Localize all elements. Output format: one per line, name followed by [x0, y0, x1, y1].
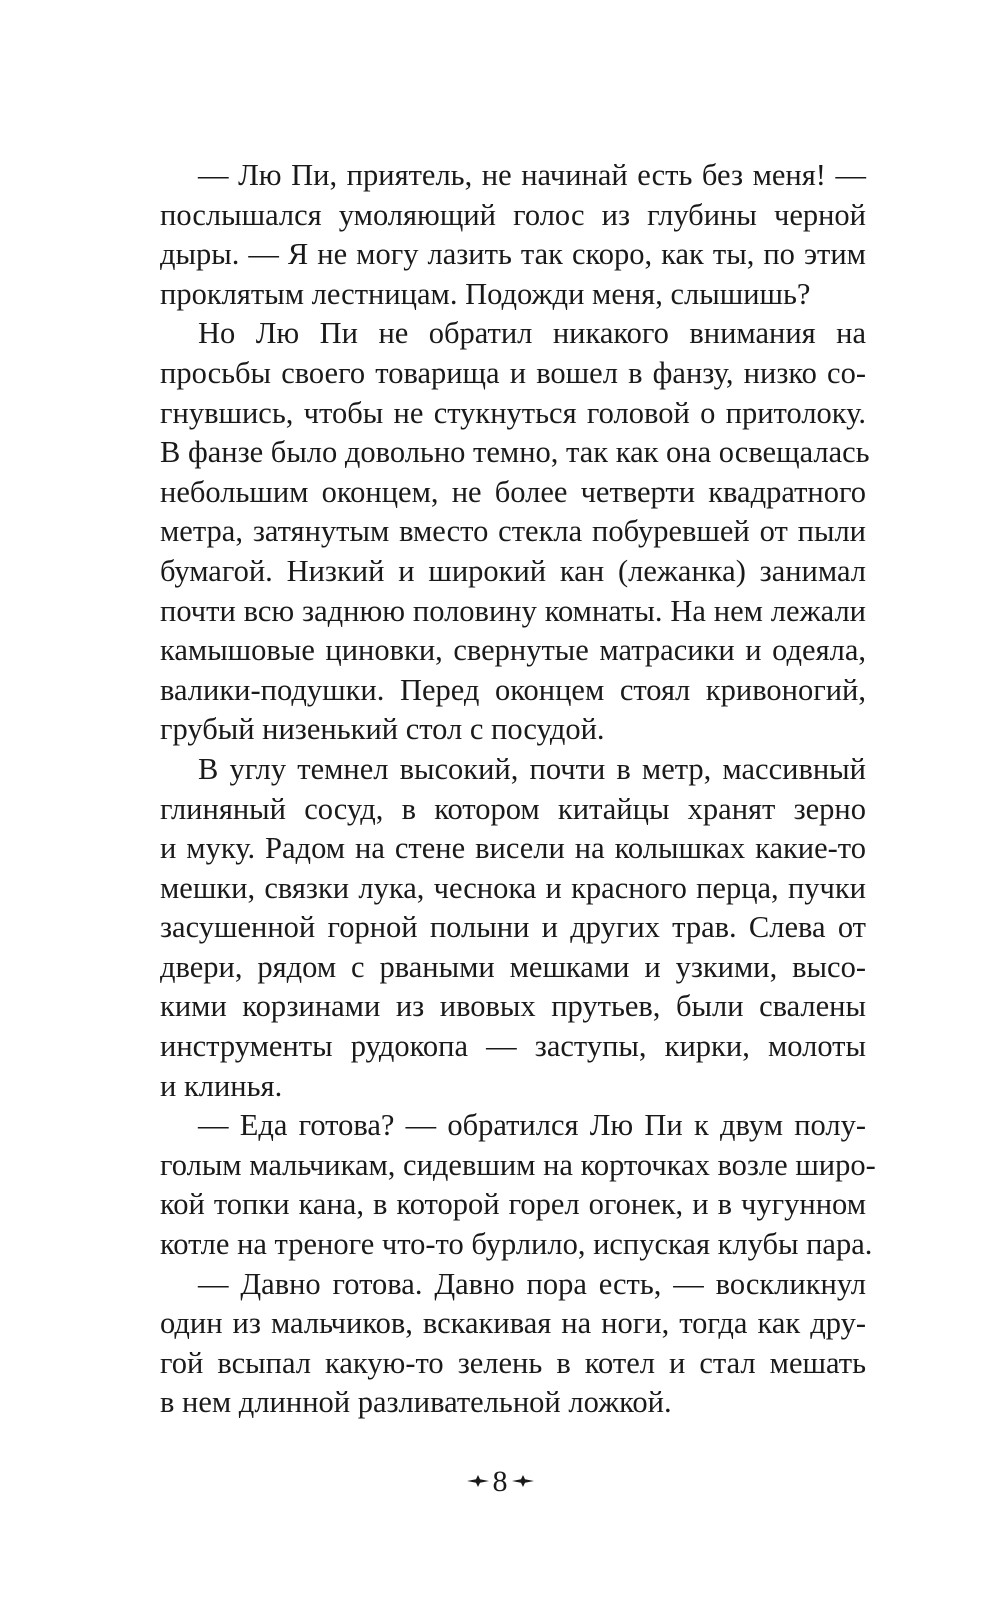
text-line: В фанзе было довольно темно, так как она освещалась — [160, 435, 870, 470]
text-line: грубый низенький стол с посудой. — [160, 712, 605, 747]
text-line: метра, затянутым вместо стекла побуревшей от пыли — [160, 514, 866, 549]
text-line: Но Лю Пи не обратил никакого внимания на — [198, 316, 866, 351]
paragraph — [160, 314, 870, 750]
text-line: котле на треноге что-то бурлило, испуская клубы пара. — [160, 1227, 873, 1262]
text-line: засушенной горной полыни и других трав. Слева от — [160, 910, 866, 945]
text-line: — Лю Пи, приятель, не начинай есть без меня! — — [198, 158, 866, 192]
text-line: почти всю заднюю половину комнаты. На нем лежали — [160, 593, 866, 628]
paragraph — [160, 1265, 866, 1423]
text-line: двери, рядом с рваными мешками и узкими, высо- — [160, 949, 866, 984]
text-line: гой всыпал какую-то зелень в котел и стал мешать — [160, 1345, 866, 1380]
page-number: 8 — [492, 1465, 508, 1498]
text-line: и муку. Радом на стене висели на колышках какие-то — [160, 831, 866, 866]
four-point-star-icon — [467, 1475, 489, 1487]
text-line: бумагой. Низкий и широкий кан (лежанка) занимал — [160, 553, 866, 588]
paragraph — [160, 1106, 876, 1264]
paragraph — [160, 156, 866, 314]
text-line: валики-подушки. Перед оконцем стоял кривоногий, — [160, 672, 866, 707]
text-line: просьбы своего товарища и вошел в фанзу, низко со- — [160, 355, 866, 390]
body-text — [160, 156, 876, 1423]
text-line: один из мальчиков, вскакивая на ноги, тогда как дру- — [160, 1306, 866, 1341]
text-line: глиняный сосуд, в котором китайцы хранят зерно — [160, 791, 866, 826]
text-line: и клинья. — [160, 1068, 283, 1103]
text-line: камышовые циновки, свернутые матрасики и одеяла, — [160, 633, 866, 668]
text-line: кой топки кана, в которой горел огонек, и в чугунном — [160, 1187, 866, 1222]
text-line: — Давно готова. Давно пора есть, — воскликнул — [198, 1266, 866, 1301]
four-point-star-icon — [512, 1475, 534, 1487]
page-number-footer — [0, 1464, 1000, 1500]
text-line: гнувшись, чтобы не стукнуться головой о притолоку. — [160, 395, 866, 430]
text-line: — Еда готова? — обратился Лю Пи к двум полу- — [198, 1108, 866, 1143]
text-line: кими корзинами из ивовых прутьев, были свалены — [160, 989, 866, 1024]
text-line: дыры. — Я не могу лазить так скоро, как ты, по этим — [160, 237, 866, 272]
text-line: голым мальчикам, сидевшим на корточках возле широ- — [160, 1147, 876, 1182]
text-line: проклятым лестницам. Подожди меня, слышишь? — [160, 276, 811, 311]
text-line: инструменты рудокопа — заступы, кирки, молоты — [160, 1029, 866, 1064]
text-line: в нем длинной разливательной ложкой. — [160, 1385, 672, 1420]
text-line: послышался умоляющий голос из глубины черной — [160, 197, 866, 232]
text-line: небольшим оконцем, не более четверти квадратного — [160, 474, 866, 509]
text-line: В углу темнел высокий, почти в метр, массивный — [198, 751, 866, 786]
text-line: мешки, связки лука, чеснока и красного перца, пучки — [160, 870, 866, 905]
paragraph — [160, 750, 866, 1106]
